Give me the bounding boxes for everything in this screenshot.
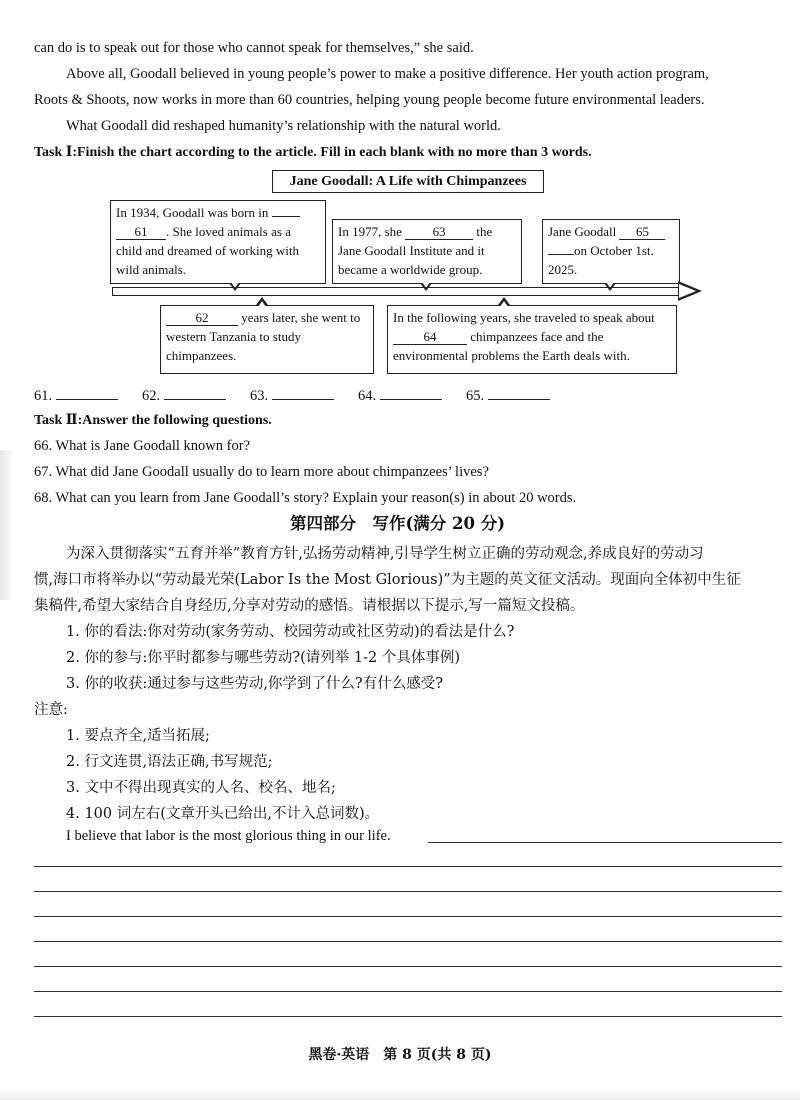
part4-heading: 第四部分 写作(满分 20 分) bbox=[290, 514, 506, 533]
blank-61-spacer bbox=[272, 216, 300, 217]
answer-63-line[interactable] bbox=[272, 385, 334, 400]
answer-63[interactable] bbox=[250, 385, 334, 405]
answer-61-line[interactable] bbox=[56, 385, 118, 400]
writing-line-6[interactable] bbox=[34, 991, 782, 992]
box-1977 bbox=[332, 219, 522, 284]
chart-title: Jane Goodall: A Life with Chimpanzees bbox=[272, 170, 544, 193]
article-line-3: Roots & Shoots, now works in more than 60 countries, helping young people become future environmental leaders. bbox=[34, 92, 705, 108]
box-following-post: chimpanzees face and the environmental problems the Earth deals with. bbox=[393, 329, 630, 363]
part4-intro-3: 集稿件,希望大家结合自身经历,分享对劳动的感悟。请根据以下提示,写一篇短文投稿。 bbox=[34, 598, 585, 614]
article-line-4: What Goodall did reshaped humanity’s relationship with the natural world. bbox=[66, 118, 501, 134]
box-following-pointer-inner bbox=[500, 301, 508, 307]
part4-prompt-2: 2. 你的参与:你平时都参与哪些劳动?(请列举 1-2 个具体事例) bbox=[66, 650, 460, 666]
timeline-arrow bbox=[112, 287, 680, 296]
note-4: 4. 100 词左右(文章开头已给出,不计入总词数)。 bbox=[66, 806, 380, 822]
blank-63: 63 bbox=[405, 224, 473, 240]
page-bottom-shadow bbox=[0, 1088, 800, 1100]
writing-line-1[interactable] bbox=[34, 866, 782, 867]
answer-65[interactable] bbox=[466, 385, 550, 405]
blank-65-spacer bbox=[548, 254, 574, 255]
question-66: 66. What is Jane Goodall known for? bbox=[34, 438, 250, 454]
part4-prompt-1: 1. 你的看法:你对劳动(家务劳动、校园劳动或社区劳动)的看法是什么? bbox=[66, 624, 515, 640]
box-1977-pre: In 1977, she bbox=[338, 224, 402, 239]
blank-64: 64 bbox=[393, 329, 467, 345]
writing-line-3[interactable] bbox=[34, 916, 782, 917]
part4-intro-1: 为深入贯彻落实“五育并举”教育方针,弘扬劳动精神,引导学生树立正确的劳动观念,养成良好的劳动习 bbox=[66, 546, 704, 562]
answer-64-line[interactable] bbox=[380, 385, 442, 400]
box-tanzania-pointer-inner bbox=[258, 301, 266, 307]
blank-65: 65 bbox=[619, 224, 665, 240]
writing-line-4[interactable] bbox=[34, 941, 782, 942]
note-1: 1. 要点齐全,适当拓展; bbox=[66, 728, 210, 744]
writing-line-2[interactable] bbox=[34, 891, 782, 892]
box-tanzania-post: years later, she went to western Tanzania to study chimpanzees. bbox=[166, 310, 361, 363]
answer-62-line[interactable] bbox=[164, 385, 226, 400]
note-label: 注意: bbox=[34, 702, 68, 718]
page-edge-shadow bbox=[0, 450, 14, 600]
box-1934-post: . She loved animals as a child and dreamed of working with wild animals. bbox=[116, 224, 300, 277]
box-1934 bbox=[110, 200, 326, 284]
writing-line-0[interactable] bbox=[428, 842, 782, 843]
page-footer: 黑卷·英语 第 8 页(共 8 页) bbox=[308, 1047, 492, 1063]
answer-65-line[interactable] bbox=[488, 385, 550, 400]
blank-61: 61 bbox=[116, 224, 166, 240]
essay-opening: I believe that labor is the most glorious thing in our life. bbox=[66, 828, 391, 844]
answer-64[interactable] bbox=[358, 385, 442, 405]
part4-intro-2: 惯,海口市将举办以“劳动最光荣(Labor Is the Most Glorious)”为主题的英文征文活动。现面向全体初中生征 bbox=[34, 572, 741, 588]
box-1934-pre: In 1934, Goodall was born in bbox=[116, 205, 269, 220]
answer-62[interactable] bbox=[142, 385, 226, 405]
answer-62-label: 62. bbox=[142, 388, 161, 404]
writing-line-7[interactable] bbox=[34, 1016, 782, 1017]
task1-heading: Task Ⅰ:Finish the chart according to the article. Fill in each blank with no more than 3 words. bbox=[34, 145, 592, 160]
box-2025-pre: Jane Goodall bbox=[548, 224, 617, 239]
box-2025-post: on October 1st. 2025. bbox=[548, 243, 654, 277]
note-2: 2. 行文连贯,语法正确,书写规范; bbox=[66, 754, 273, 770]
box-following-pre: In the following years, she traveled to speak about bbox=[393, 310, 655, 325]
blank-62: 62 bbox=[166, 310, 238, 326]
answer-65-label: 65. bbox=[466, 388, 485, 404]
box-following bbox=[387, 305, 677, 374]
box-tanzania bbox=[160, 305, 374, 374]
answer-61[interactable] bbox=[34, 385, 118, 405]
question-67: 67. What did Jane Goodall usually do to learn more about chimpanzees’ lives? bbox=[34, 464, 489, 480]
part4-prompt-3: 3. 你的收获:通过参与这些劳动,你学到了什么?有什么感受? bbox=[66, 676, 443, 692]
article-line-2: Above all, Goodall believed in young people’s power to make a positive difference. Her youth action program, bbox=[66, 66, 709, 82]
writing-line-5[interactable] bbox=[34, 966, 782, 967]
answer-63-label: 63. bbox=[250, 388, 269, 404]
box-2025 bbox=[542, 219, 680, 284]
note-3: 3. 文中不得出现真实的人名、校名、地名; bbox=[66, 780, 336, 796]
answer-64-label: 64. bbox=[358, 388, 377, 404]
task2-heading: Task Ⅱ:Answer the following questions. bbox=[34, 413, 272, 428]
article-line-1: can do is to speak out for those who cannot speak for themselves,” she said. bbox=[34, 40, 474, 56]
box-1977-post: the Jane Goodall Institute and it became a worldwide group. bbox=[338, 224, 493, 277]
question-68: 68. What can you learn from Jane Goodall’s story? Explain your reason(s) in about 20 words. bbox=[34, 490, 577, 506]
answer-61-label: 61. bbox=[34, 388, 53, 404]
timeline-arrow-head-inner bbox=[679, 284, 696, 298]
